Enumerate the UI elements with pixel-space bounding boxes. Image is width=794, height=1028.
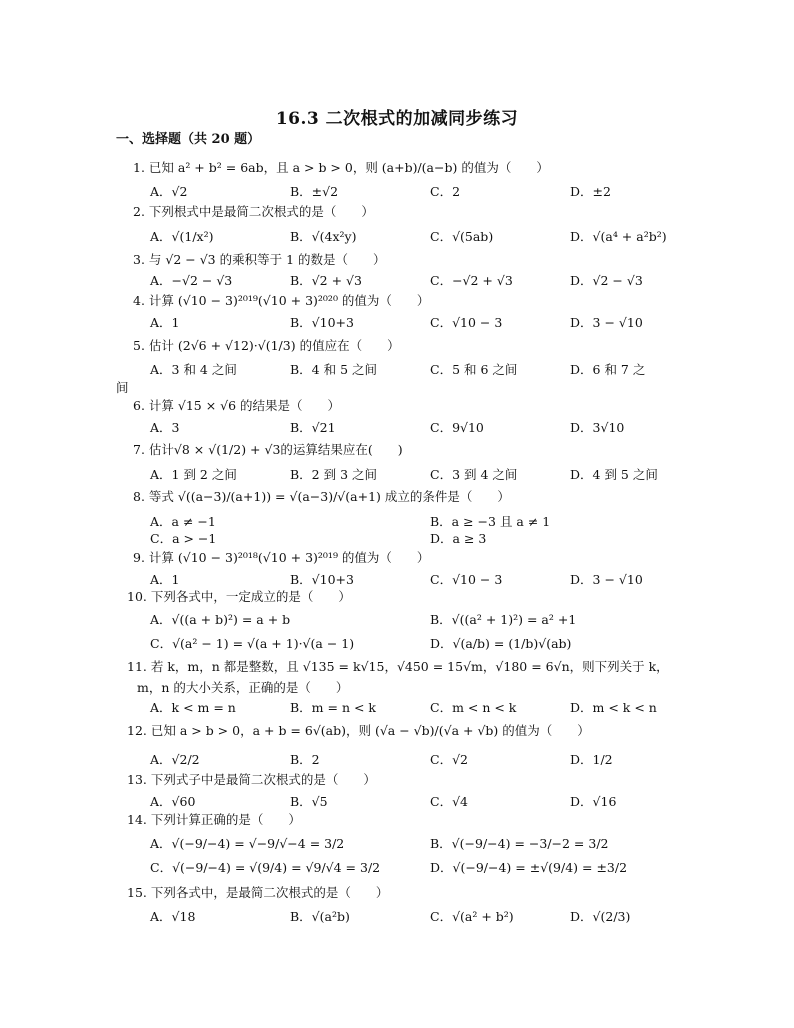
question-8-stem: 8. 等式 √((a−3)/(a+1)) = √(a−3)/√(a+1) 成立的条件是（ ）: [133, 489, 510, 504]
q3-option-d: D．√2 − √3: [570, 273, 643, 288]
q13-option-c: C．√4: [430, 794, 468, 809]
q13-option-d: D．√16: [570, 794, 617, 809]
q11-option-a: A．k < m = n: [150, 700, 236, 715]
q12-option-a: A．√2/2: [150, 752, 200, 767]
q5-option-c: C．5 和 6 之间: [430, 362, 518, 377]
q1-option-c: C．2: [430, 184, 461, 199]
question-11-stem-line2: m，n 的大小关系，正确的是（ ）: [137, 680, 349, 695]
section-heading: 一、选择题（共 20 题）: [116, 132, 261, 147]
q13-option-b: B．√5: [290, 794, 328, 809]
q2-option-b: B．√(4x²y): [290, 229, 357, 244]
q2-option-a: A．√(1/x²): [150, 229, 214, 244]
q2-option-c: C．√(5ab): [430, 229, 494, 244]
q2-option-d: D．√(a⁴ + a²b²): [570, 229, 667, 244]
q15-option-a: A．√18: [150, 909, 196, 924]
q5-option-d: D．6 和 7 之: [570, 362, 646, 377]
q12-option-c: C．√2: [430, 752, 468, 767]
q10-option-d: D．√(a/b) = (1/b)√(ab): [430, 636, 572, 651]
page-title: 16.3 二次根式的加减同步练习: [275, 109, 519, 129]
question-4-stem: 4. 计算 (√10 − 3)²⁰¹⁹(√10 + 3)²⁰²⁰ 的值为（ ）: [133, 293, 430, 308]
question-3-stem: 3. 与 √2 − √3 的乘积等于 1 的数是（ ）: [133, 252, 386, 267]
q3-option-b: B．√2 + √3: [290, 273, 362, 288]
question-2-stem: 2. 下列根式中是最简二次根式的是（ ）: [133, 204, 374, 219]
q8-option-d: D．a ≥ 3: [430, 531, 487, 546]
q3-option-a: A．−√2 − √3: [150, 273, 233, 288]
q8-option-c: C．a > −1: [150, 531, 217, 546]
q4-option-a: A．1: [150, 315, 180, 330]
q7-option-d: D．4 到 5 之间: [570, 467, 658, 482]
q6-option-c: C．9√10: [430, 420, 484, 435]
q1-option-d: D．±2: [570, 184, 611, 199]
q9-option-c: C．√10 − 3: [430, 572, 503, 587]
q6-option-b: B．√21: [290, 420, 336, 435]
question-9-stem: 9. 计算 (√10 − 3)²⁰¹⁸(√10 + 3)²⁰¹⁹ 的值为（ ）: [133, 550, 430, 565]
q14-option-a: A．√(−9/−4) = √−9/√−4 = 3/2: [150, 836, 345, 851]
question-14-stem: 14. 下列计算正确的是（ ）: [127, 812, 301, 827]
q8-option-b: B．a ≥ −3 且 a ≠ 1: [430, 514, 551, 529]
question-1-stem: 1. 已知 a² + b² = 6ab，且 a > b > 0，则 (a+b)/(a−b) 的值为（ ）: [133, 160, 549, 175]
q5-option-b: B．4 和 5 之间: [290, 362, 378, 377]
q4-option-c: C．√10 − 3: [430, 315, 503, 330]
question-6-stem: 6. 计算 √15 × √6 的结果是（ ）: [133, 398, 341, 413]
q14-option-c: C．√(−9/−4) = √(9/4) = √9/√4 = 3/2: [150, 860, 381, 875]
q4-option-d: D．3 − √10: [570, 315, 643, 330]
q15-option-d: D．√(2/3): [570, 909, 631, 924]
q3-option-c: C．−√2 + √3: [430, 273, 513, 288]
q6-option-d: D．3√10: [570, 420, 625, 435]
q9-option-a: A．1: [150, 572, 180, 587]
q10-option-a: A．√((a + b)²) = a + b: [150, 612, 291, 627]
q10-option-b: B．√((a² + 1)²) = a² +1: [430, 612, 577, 627]
q7-option-c: C．3 到 4 之间: [430, 467, 518, 482]
q6-option-a: A．3: [150, 420, 180, 435]
q5-option-a: A．3 和 4 之间: [150, 362, 237, 377]
q7-option-a: A．1 到 2 之间: [150, 467, 237, 482]
question-10-stem: 10. 下列各式中，一定成立的是（ ）: [127, 589, 351, 604]
q15-option-c: C．√(a² + b²): [430, 909, 514, 924]
q10-option-c: C．√(a² − 1) = √(a + 1)·√(a − 1): [150, 636, 355, 651]
q4-option-b: B．√10+3: [290, 315, 354, 330]
q5-option-d-wrap: 间: [116, 380, 129, 395]
q1-option-b: B．±√2: [290, 184, 339, 199]
question-12-stem: 12. 已知 a > b > 0，a + b = 6√(ab)，则 (√a − √b)/(√a + √b) 的值为（ ）: [127, 723, 590, 738]
q1-option-a: A．√2: [150, 184, 188, 199]
question-15-stem: 15. 下列各式中，是最简二次根式的是（ ）: [127, 885, 389, 900]
q12-option-d: D．1/2: [570, 752, 613, 767]
q14-option-d: D．√(−9/−4) = ±√(9/4) = ±3/2: [430, 860, 628, 875]
question-11-stem: 11. 若 k，m，n 都是整数，且 √135 = k√15，√450 = 15√m，√180 = 6√n，则下列关于 k，: [127, 659, 669, 674]
q11-option-c: C．m < n < k: [430, 700, 517, 715]
q15-option-b: B．√(a²b): [290, 909, 350, 924]
q8-option-a: A．a ≠ −1: [150, 514, 216, 529]
q9-option-d: D．3 − √10: [570, 572, 643, 587]
q11-option-d: D．m < k < n: [570, 700, 657, 715]
q9-option-b: B．√10+3: [290, 572, 354, 587]
q14-option-b: B．√(−9/−4) = −3/−2 = 3/2: [430, 836, 609, 851]
q13-option-a: A．√60: [150, 794, 196, 809]
q12-option-b: B．2: [290, 752, 320, 767]
q7-option-b: B．2 到 3 之间: [290, 467, 378, 482]
question-5-stem: 5. 估计 (2√6 + √12)·√(1/3) 的值应在（ ）: [133, 338, 400, 353]
q11-option-b: B．m = n < k: [290, 700, 377, 715]
question-7-stem: 7. 估计√8 × √(1/2) + √3的运算结果应在( ): [133, 442, 403, 457]
question-13-stem: 13. 下列式子中是最简二次根式的是（ ）: [127, 772, 376, 787]
